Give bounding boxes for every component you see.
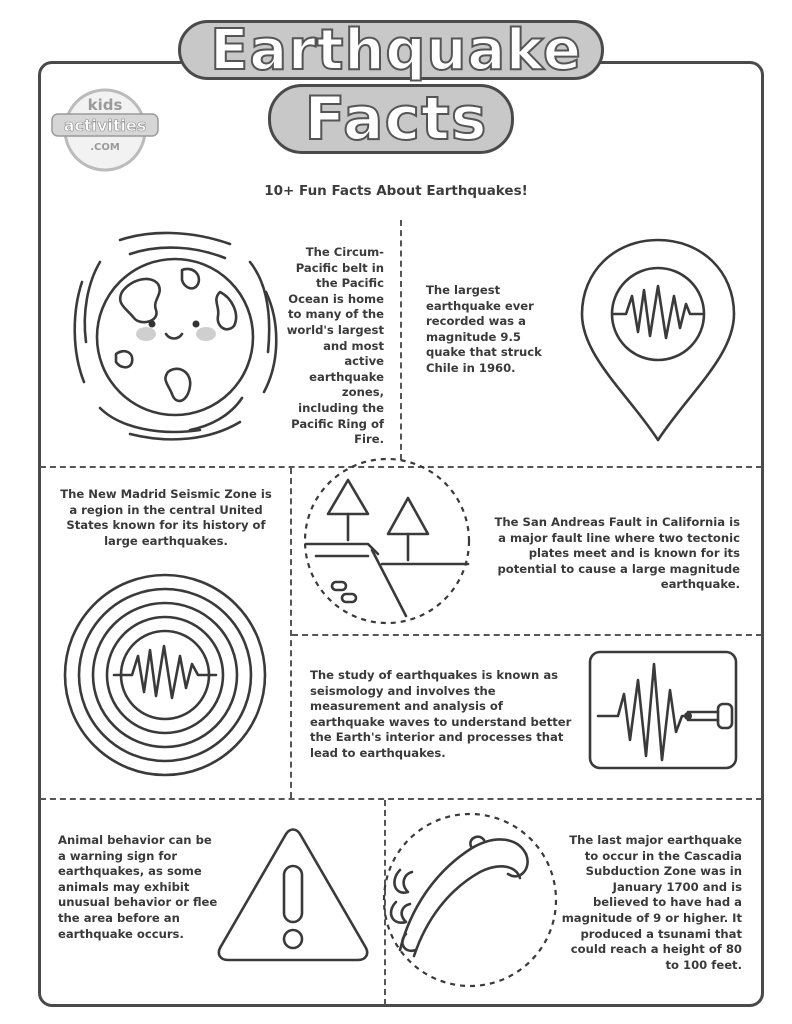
- divider-v2: [290, 468, 292, 798]
- fact-ring-of-fire: The Circum-Pacific belt in the Pacific Ocean is home to many of the world's largest and most active earthquake zones, including the Pacific Ring of Fire.: [286, 245, 384, 447]
- warning-icon: [216, 826, 370, 962]
- fact-cascadia: The last major earthquake to occur in the Cascadia Subduction Zone was in January 1700 and is believed to have had a magnitude of 9 or higher. It produced a tsunami that could reach a height of 80 to 100 feet.: [561, 833, 742, 972]
- fact-san-andreas: The San Andreas Fault in California is a major fault line where two tectonic plates meet and is known for its potential to cause a large magnitude earthquake.: [494, 515, 740, 592]
- earth-icon: [60, 222, 290, 452]
- tsunami-wave-icon: [380, 810, 560, 990]
- map-pin-seismic-icon: [578, 234, 738, 444]
- logo-line1: kids: [87, 96, 123, 114]
- fact-largest: The largest earthquake ever recorded was a magnitude 9.5 quake that struck Chile in 1960.: [426, 283, 542, 375]
- fact-seismology: The study of earthquakes is known as seismology and involves the measurement and analysis of earthquake waves to understand better the Earth's interior and processes that lead to earthquakes.: [310, 668, 572, 760]
- concentric-rings-seismic-icon: [62, 572, 268, 778]
- fact-animals: Animal behavior can be a warning sign for earthquakes, as some animals may exhibit unusual behavior or flee the area before an earthquake occurs.: [58, 833, 218, 941]
- logo-line3: .COM: [90, 142, 120, 153]
- logo-line2: activities: [63, 116, 147, 135]
- seismograph-icon: [588, 650, 738, 770]
- divider-h3: [40, 798, 762, 800]
- page-title-line1: Earthquake: [210, 18, 582, 83]
- subtitle: 10+ Fun Facts About Earthquakes!: [264, 183, 528, 199]
- divider-v1: [400, 220, 402, 460]
- logo-icon: [52, 82, 158, 178]
- fault-trees-icon: [302, 456, 472, 626]
- divider-h2: [292, 634, 762, 636]
- brand-logo: [52, 82, 158, 178]
- fact-new-madrid: The New Madrid Seismic Zone is a region in the central United States known for its history of large earthquakes.: [60, 487, 272, 548]
- page-title-line2: Facts: [304, 84, 488, 154]
